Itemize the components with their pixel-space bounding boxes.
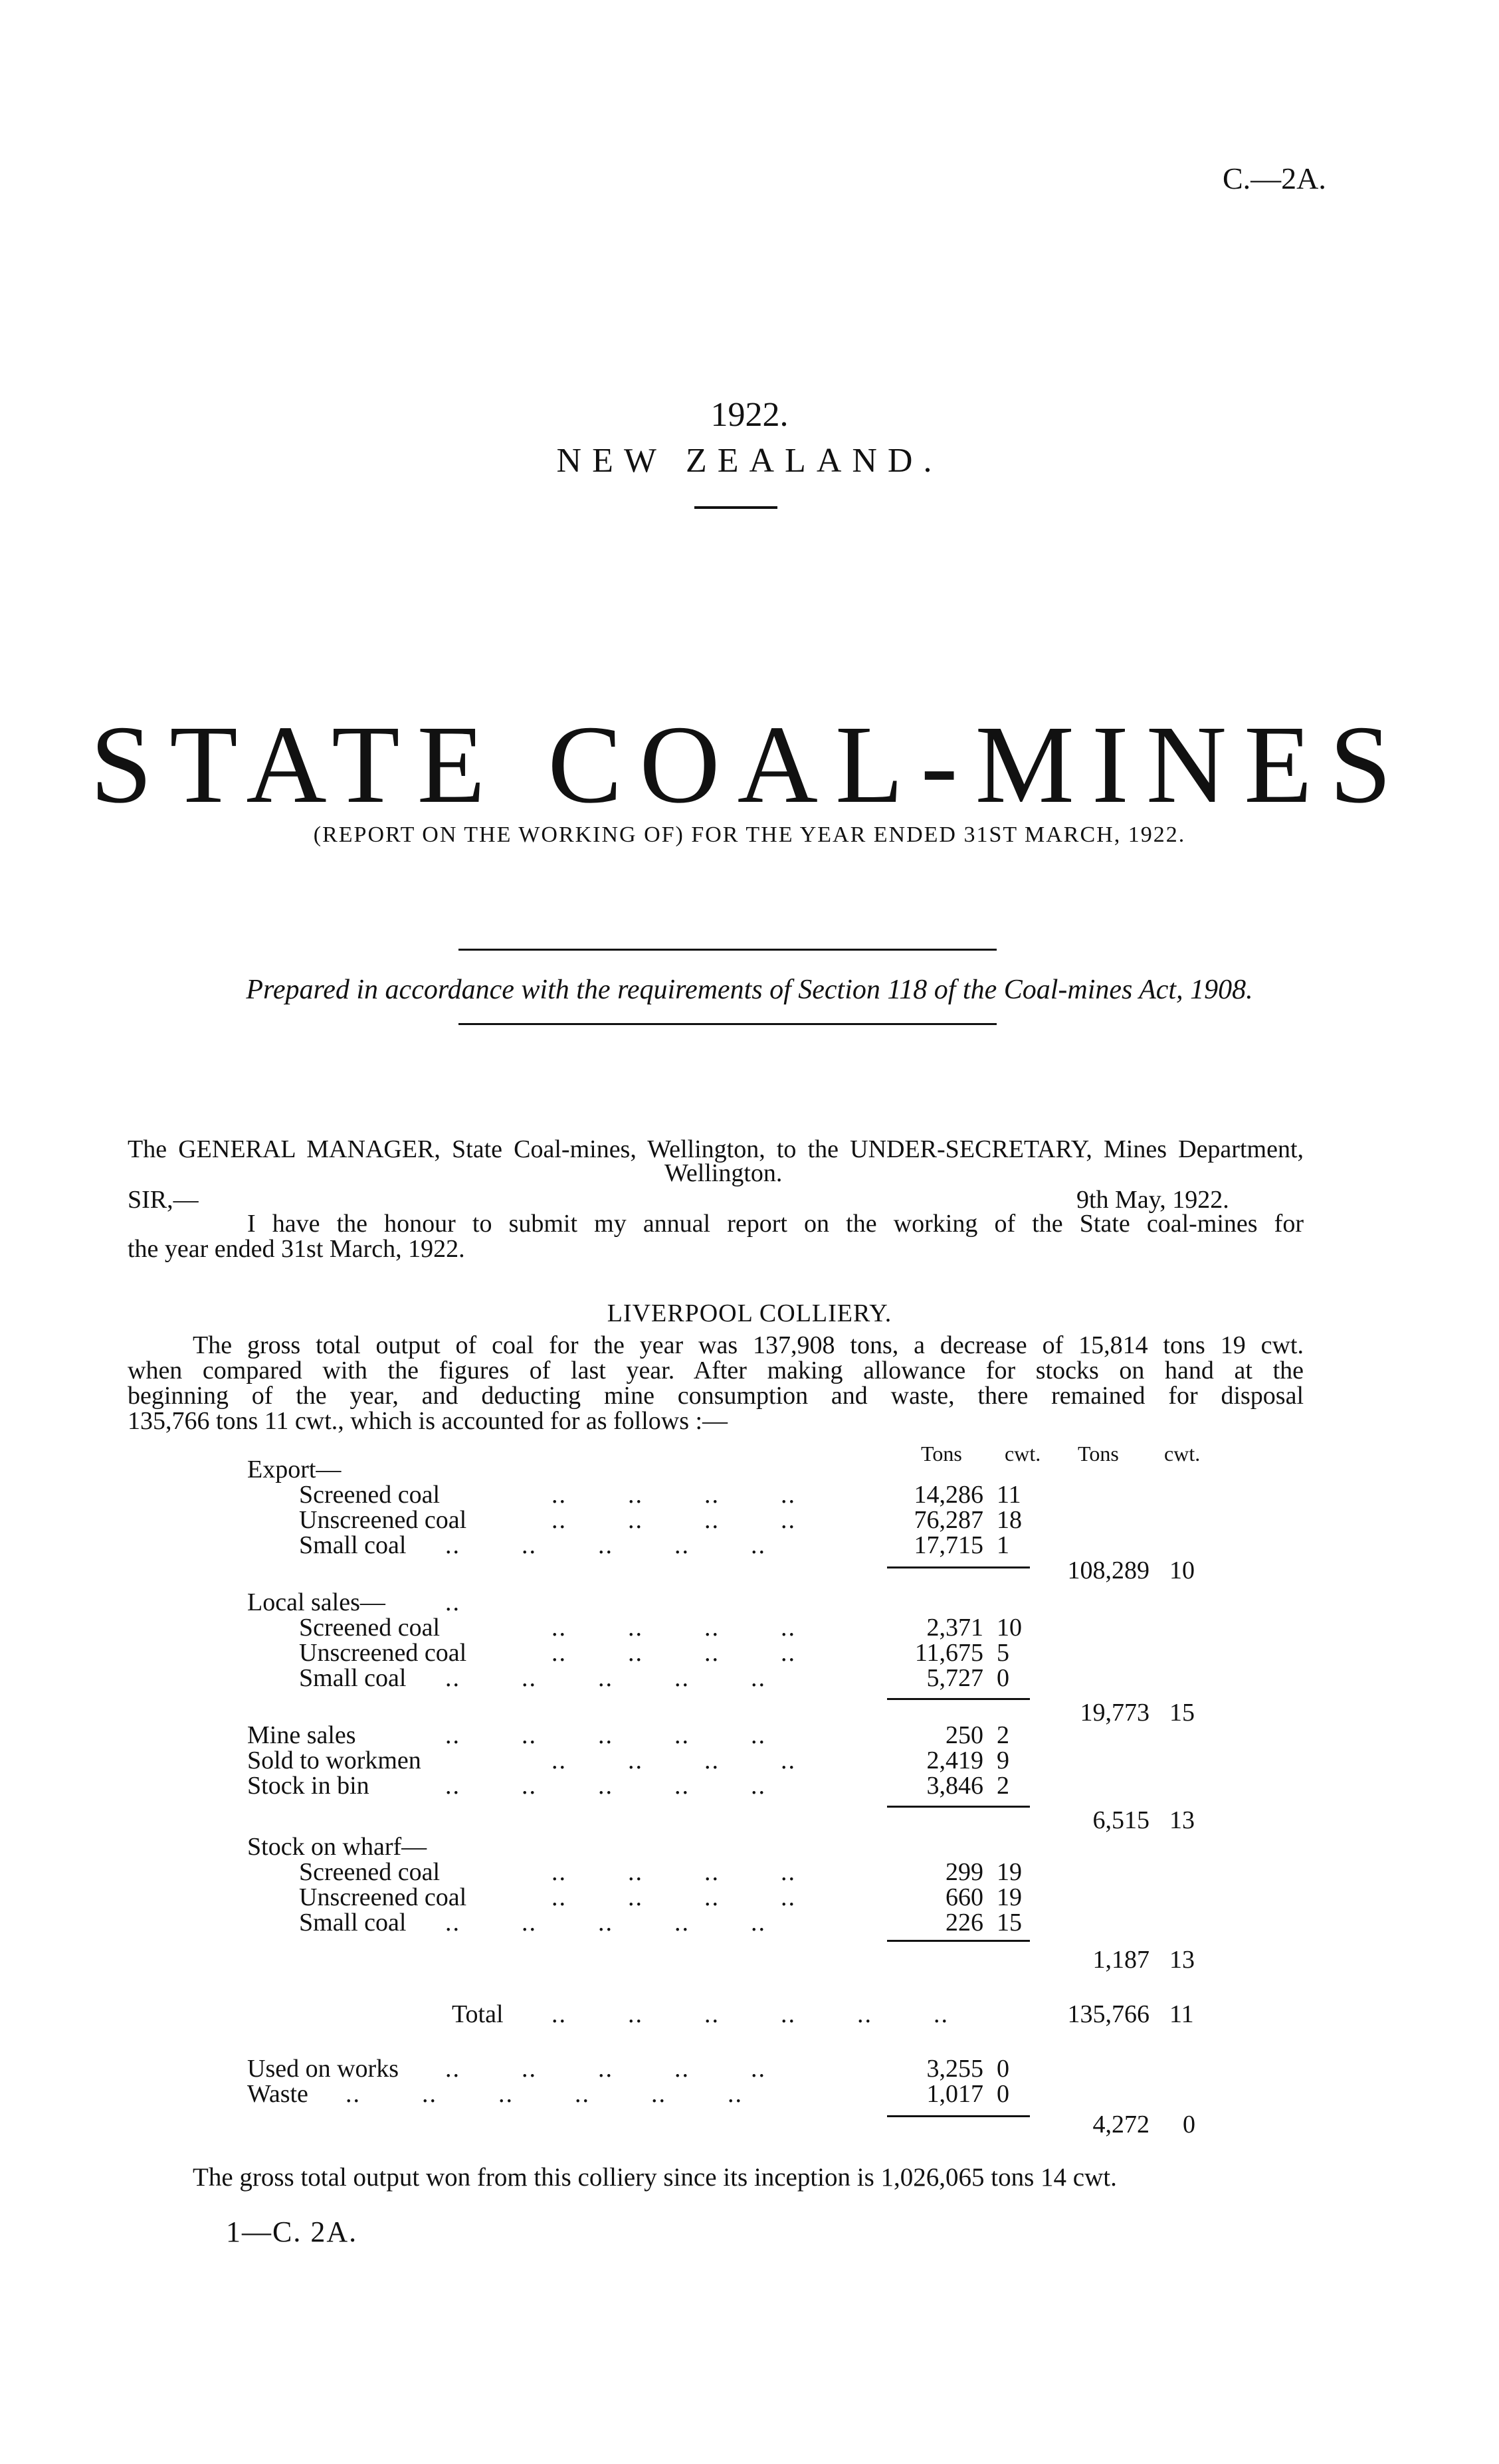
tons-value: 2,371: [926, 1614, 983, 1642]
subtotal-tons: 4,272: [1092, 2111, 1149, 2138]
cwt-value: 11: [997, 1481, 1021, 1509]
table-row-label: Small coal: [299, 1664, 407, 1692]
table-row-label: Small coal: [299, 1909, 407, 1937]
tons-value: 14,286: [914, 1481, 983, 1509]
leader-dots: .. .. .. .. ..: [445, 1531, 766, 1559]
subtotal-rule: [887, 1806, 1030, 1808]
table-row-label: Screened coal: [299, 1614, 441, 1642]
leader-dots: .. .. .. .. .. ..: [551, 2000, 949, 2028]
subtotal-tons: 19,773: [1080, 1699, 1149, 1727]
subtotal-rule: [887, 1698, 1030, 1700]
address-line: The GENERAL MANAGER, State Coal-mines, Wellington, to the UNDER-SECRETARY, Mines Department,: [128, 1135, 1304, 1163]
subtotal-tons: 6,515: [1092, 1806, 1149, 1834]
total-label: Total: [452, 2000, 504, 2028]
leader-dots: .. .. .. .. ..: [445, 1664, 766, 1692]
subtotal-cwt: 10: [1169, 1557, 1195, 1584]
subtotal-rule: [887, 1566, 1030, 1568]
leader-dots: .. .. .. ..: [551, 1481, 796, 1509]
col-header-tons: Tons: [1078, 1442, 1119, 1466]
leader-dots: .. .. .. .. ..: [445, 2055, 766, 2083]
total-tons: 135,766: [1067, 2000, 1149, 2028]
table-row-label: Unscreened coal: [299, 1506, 467, 1534]
tons-value: 250: [946, 1721, 983, 1749]
tons-value: 3,255: [926, 2055, 983, 2083]
tons-value: 11,675: [914, 1639, 983, 1667]
subtotal-rule: [887, 2115, 1030, 2117]
col-header-cwt: cwt.: [1164, 1442, 1201, 1466]
leader-dots: .. .. .. .. ..: [445, 1721, 766, 1749]
table-row-label: Unscreened coal: [299, 1639, 467, 1667]
section-heading: LIVERPOOL COLLIERY.: [607, 1299, 892, 1327]
total-cwt: 11: [1169, 2000, 1194, 2028]
cwt-value: 2: [997, 1772, 1009, 1800]
tons-value: 17,715: [914, 1531, 983, 1559]
cwt-value: 0: [997, 2055, 1009, 2083]
cwt-value: 10: [997, 1614, 1022, 1642]
header-rule: [694, 506, 777, 509]
group-heading: Stock on wharf—: [247, 1833, 427, 1861]
table-row-label: Waste: [247, 2080, 308, 2108]
prepared-rule-top: [458, 949, 997, 951]
letter-paragraph-line: the year ended 31st March, 1922.: [128, 1235, 465, 1263]
tons-value: 226: [946, 1909, 983, 1937]
table-row-label: Screened coal: [299, 1481, 441, 1509]
letter-date: 9th May, 1922.: [1076, 1186, 1229, 1214]
subtotal-tons: 1,187: [1092, 1946, 1149, 1974]
subtotal-tons: 108,289: [1067, 1557, 1149, 1584]
tons-value: 660: [946, 1883, 983, 1911]
subtotal-cwt: 0: [1183, 2111, 1195, 2138]
cwt-value: 15: [997, 1909, 1022, 1937]
table-row-label: Sold to workmen: [247, 1747, 421, 1774]
subtotal-cwt: 13: [1169, 1806, 1195, 1834]
cwt-value: 2: [997, 1721, 1009, 1749]
cwt-value: 18: [997, 1506, 1022, 1534]
table-row-label: Screened coal: [299, 1858, 441, 1886]
salutation: SIR,—: [128, 1186, 199, 1214]
group-heading: Export—: [247, 1456, 342, 1483]
report-subtitle: (REPORT ON THE WORKING OF) FOR THE YEAR ENDED 31ST MARCH, 1922.: [313, 822, 1186, 847]
leader-dots: .. .. .. .. ..: [445, 1772, 766, 1800]
table-row-label: Used on works: [247, 2055, 399, 2083]
intro-line: The gross total output of coal for the year was 137,908 tons, a decrease of 15,814 tons 19 cwt.: [193, 1331, 1304, 1359]
leader-dots: .. .. .. ..: [551, 1858, 796, 1886]
page-code: C.—2A.: [1223, 161, 1326, 195]
prepared-rule-bottom: [458, 1023, 997, 1025]
footer-code: 1—C. 2A.: [226, 2216, 358, 2248]
cwt-value: 19: [997, 1858, 1022, 1886]
subtotal-cwt: 15: [1169, 1699, 1195, 1727]
letter-paragraph-line: I have the honour to submit my annual report on the working of the State coal-mines for: [247, 1210, 1304, 1238]
table-row-label: Stock in bin: [247, 1772, 369, 1800]
table-row-label: Small coal: [299, 1531, 407, 1559]
subtotal-rule: [887, 1940, 1030, 1942]
group-heading: Local sales—: [247, 1588, 385, 1616]
tons-value: 76,287: [914, 1506, 983, 1534]
leader-dots: .. .. .. ..: [551, 1639, 796, 1667]
col-header-cwt: cwt.: [1005, 1442, 1041, 1466]
leader-dots: .. .. .. ..: [551, 1747, 796, 1774]
col-header-tons: Tons: [921, 1442, 962, 1466]
tons-value: 2,419: [926, 1747, 983, 1774]
intro-line: when compared with the figures of last year. After making allowance for stocks on hand at the: [128, 1357, 1304, 1384]
address-line-2: Wellington.: [664, 1159, 783, 1187]
table-row-label: Mine sales: [247, 1721, 356, 1749]
cwt-value: 19: [997, 1883, 1022, 1911]
cwt-value: 0: [997, 2080, 1009, 2108]
leader-dots: .. .. .. ..: [551, 1614, 796, 1642]
tons-value: 1,017: [926, 2080, 983, 2108]
leader-dots: .. .. .. .. ..: [445, 1909, 766, 1937]
tons-value: 299: [946, 1858, 983, 1886]
country-heading: NEW ZEALAND.: [556, 442, 943, 480]
tons-value: 5,727: [926, 1664, 983, 1692]
cwt-value: 9: [997, 1747, 1009, 1774]
subtotal-cwt: 13: [1169, 1946, 1195, 1974]
tons-value: 3,846: [926, 1772, 983, 1800]
intro-line: 135,766 tons 11 cwt., which is accounted for as follows :—: [128, 1407, 728, 1435]
intro-line: beginning of the year, and deducting mine consumption and waste, there remained for disposal: [128, 1382, 1304, 1410]
leader-dots: ..: [445, 1588, 460, 1616]
closing-sentence: The gross total output won from this colliery since its inception is 1,026,065 tons 14 cwt.: [193, 2163, 1117, 2192]
cwt-value: 1: [997, 1531, 1009, 1559]
cwt-value: 0: [997, 1664, 1009, 1692]
cwt-value: 5: [997, 1639, 1009, 1667]
report-title: STATE COAL-MINES: [90, 703, 1409, 826]
report-year: 1922.: [710, 396, 789, 434]
leader-dots: .. .. .. .. .. ..: [346, 2080, 743, 2108]
table-row-label: Unscreened coal: [299, 1883, 467, 1911]
leader-dots: .. .. .. ..: [551, 1883, 796, 1911]
leader-dots: .. .. .. ..: [551, 1506, 796, 1534]
prepared-note: Prepared in accordance with the requirements of Section 118 of the Coal-mines Act, 1908.: [246, 975, 1253, 1005]
